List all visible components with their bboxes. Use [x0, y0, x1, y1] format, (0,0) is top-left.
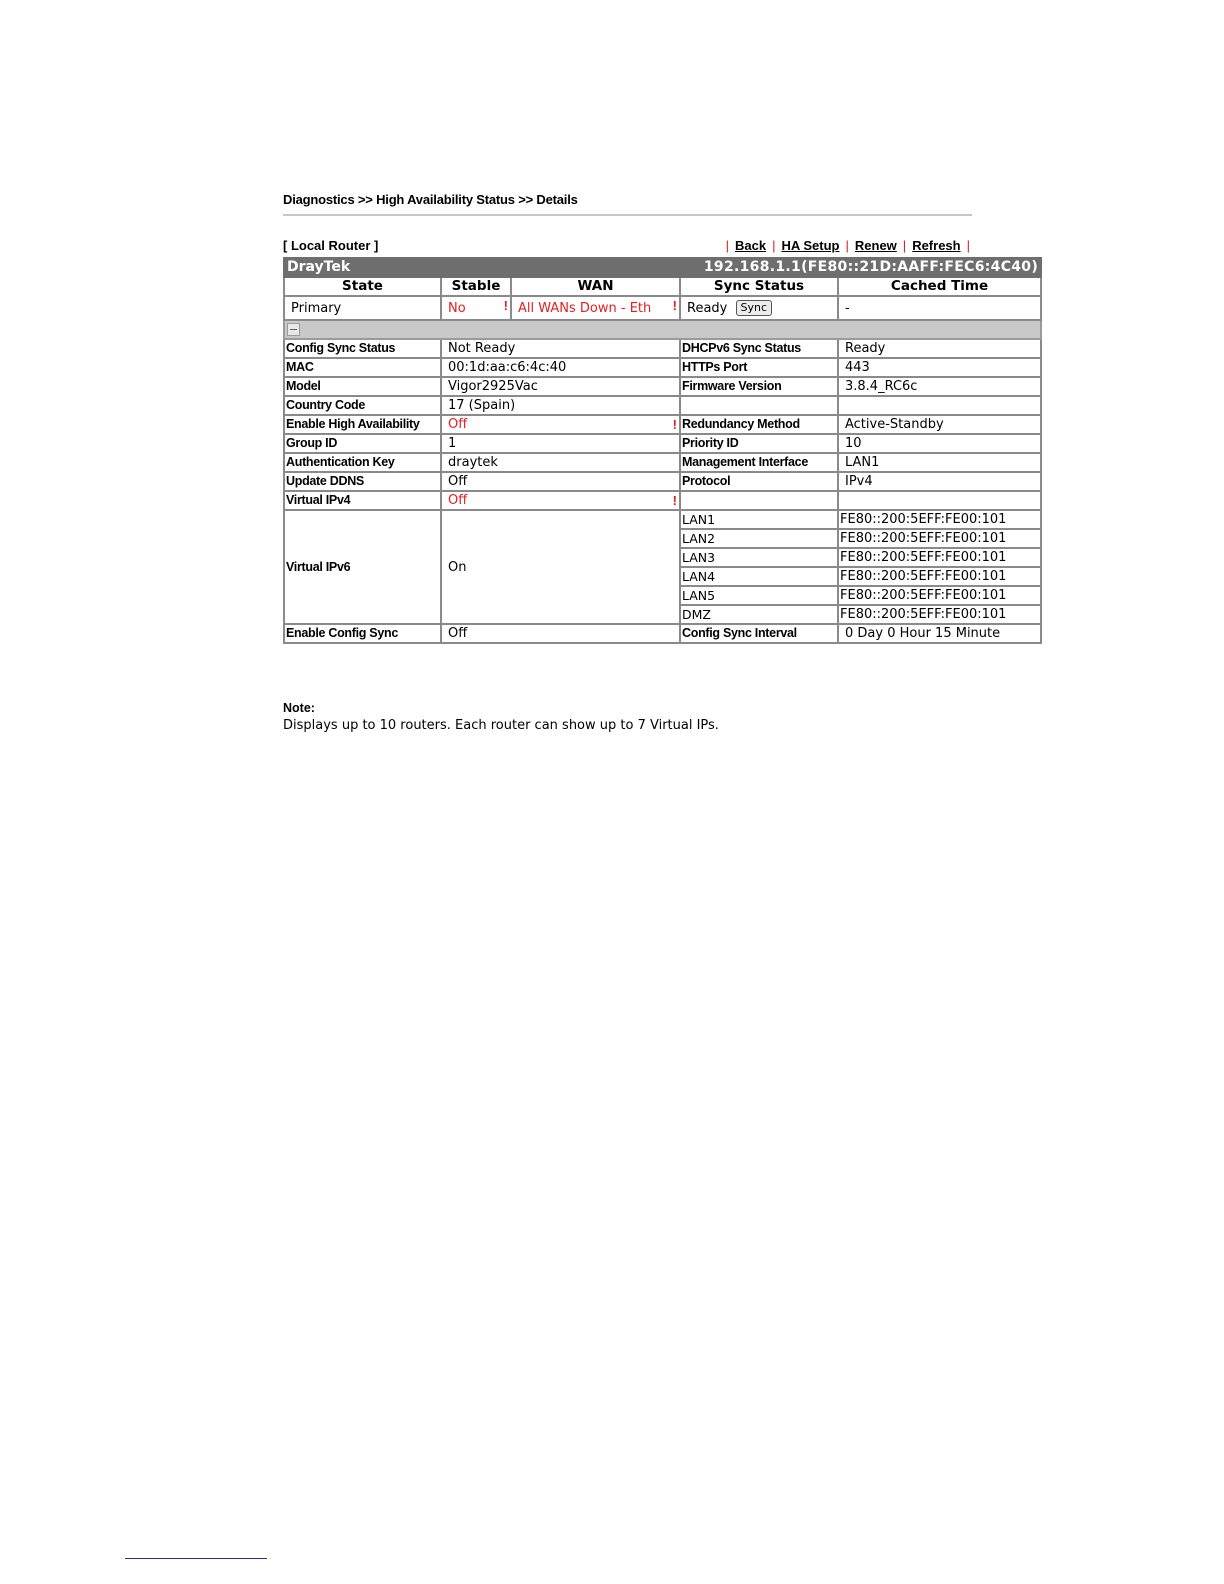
config-sync-status-label: Config Sync Status [284, 339, 441, 358]
ipv6-address: FE80::200:5EFF:FE00:101 [838, 529, 1041, 548]
ipv6-interface: LAN2 [680, 529, 838, 548]
toolbar-links [720, 238, 970, 253]
detail-row [284, 472, 1041, 491]
model-label: Model [284, 377, 441, 396]
details-collapse-bar [284, 320, 1041, 339]
https-port-value: 443 [838, 358, 1041, 377]
col-sync-status: Sync Status [680, 277, 838, 296]
router-header [284, 258, 1041, 277]
collapse-bar-cell [284, 320, 1041, 339]
detail-row [284, 453, 1041, 472]
update-ddns-label: Update DDNS [284, 472, 441, 491]
empty-cell [838, 491, 1041, 510]
mac-value: 00:1d:aa:c6:4c:40 [441, 358, 680, 377]
protocol-label: Protocol [680, 472, 838, 491]
stable-cell [441, 296, 511, 320]
redundancy-method-value: Active-Standby [838, 415, 1041, 434]
virtual-ipv4-value: Off [448, 493, 468, 508]
stable-value: No [448, 300, 466, 316]
dhcpv6-sync-status-label: DHCPv6 Sync Status [680, 339, 838, 358]
detail-row [284, 339, 1041, 358]
detail-row [284, 434, 1041, 453]
model-value: Vigor2925Vac [441, 377, 680, 396]
ipv6-address: FE80::200:5EFF:FE00:101 [838, 567, 1041, 586]
protocol-value: IPv4 [838, 472, 1041, 491]
priority-id-label: Priority ID [680, 434, 838, 453]
wan-cell [511, 296, 680, 320]
col-cached-time: Cached Time [838, 277, 1041, 296]
router-address: 192.168.1.1(FE80::21D:AAFF:FEC6:4C40) [703, 259, 1039, 275]
redundancy-method-label: Redundancy Method [680, 415, 838, 434]
config-sync-interval-value: 0 Day 0 Hour 15 Minute [838, 624, 1041, 643]
ipv6-address: FE80::200:5EFF:FE00:101 [838, 510, 1041, 529]
title-divider [283, 214, 972, 216]
authentication-key-label: Authentication Key [284, 453, 441, 472]
note-title: Note: [283, 701, 315, 715]
empty-cell [838, 396, 1041, 415]
enable-high-availability-cell [441, 415, 680, 434]
col-stable: Stable [441, 277, 511, 296]
ipv6-interface: LAN1 [680, 510, 838, 529]
empty-cell [680, 491, 838, 510]
detail-row [284, 624, 1041, 643]
authentication-key-value: draytek [441, 453, 680, 472]
ipv6-interface: LAN4 [680, 567, 838, 586]
warning-icon: ! [672, 493, 677, 508]
detail-row [284, 358, 1041, 377]
warning-icon: ! [672, 417, 677, 432]
management-interface-value: LAN1 [838, 453, 1041, 472]
ipv6-address: FE80::200:5EFF:FE00:101 [838, 605, 1041, 624]
ha-status-table [283, 257, 1042, 644]
ipv6-interface: DMZ [680, 605, 838, 624]
group-id-label: Group ID [284, 434, 441, 453]
enable-high-availability-label: Enable High Availability [284, 415, 441, 434]
management-interface-label: Management Interface [680, 453, 838, 472]
link-separator: | [845, 238, 849, 253]
note-text: Displays up to 10 routers. Each router can show up to 7 Virtual IPs. [283, 718, 719, 733]
router-header-row [284, 258, 1041, 277]
ipv6-interface: LAN5 [680, 586, 838, 605]
detail-row [284, 415, 1041, 434]
config-sync-status-value: Not Ready [441, 339, 680, 358]
mac-label: MAC [284, 358, 441, 377]
state-value: Primary [284, 296, 441, 320]
warning-icon: ! [672, 298, 677, 313]
detail-row [284, 377, 1041, 396]
footnote-divider [125, 1558, 267, 1559]
group-id-value: 1 [441, 434, 680, 453]
link-separator: | [966, 238, 970, 253]
ha-setup-link[interactable]: HA Setup [781, 238, 840, 253]
link-separator: | [725, 238, 729, 253]
virtual-ipv6-value: On [441, 510, 680, 624]
toolbar [283, 238, 972, 256]
router-name: DrayTek [287, 259, 351, 275]
firmware-version-label: Firmware Version [680, 377, 838, 396]
renew-link[interactable]: Renew [854, 238, 897, 253]
cached-time-value: - [838, 296, 1041, 320]
enable-config-sync-value: Off [441, 624, 680, 643]
collapse-minus-icon[interactable] [287, 323, 300, 336]
link-separator: | [772, 238, 776, 253]
col-wan: WAN [511, 277, 680, 296]
virtual-ipv6-row [284, 510, 1041, 529]
sync-status-value: Ready [687, 300, 728, 316]
back-link[interactable]: Back [735, 238, 767, 253]
column-header-row [284, 277, 1041, 296]
config-sync-interval-label: Config Sync Interval [680, 624, 838, 643]
empty-cell [680, 396, 838, 415]
sync-status-cell [680, 296, 838, 320]
virtual-ipv6-label: Virtual IPv6 [284, 510, 441, 624]
virtual-ipv4-cell [441, 491, 680, 510]
ipv6-interface: LAN3 [680, 548, 838, 567]
ipv6-address: FE80::200:5EFF:FE00:101 [838, 586, 1041, 605]
page-title: Diagnostics >> High Availability Status >> Details [283, 192, 578, 207]
dhcpv6-sync-status-value: Ready [838, 339, 1041, 358]
enable-config-sync-label: Enable Config Sync [284, 624, 441, 643]
primary-router-row [284, 296, 1041, 320]
virtual-ipv4-label: Virtual IPv4 [284, 491, 441, 510]
update-ddns-value: Off [441, 472, 680, 491]
detail-row [284, 491, 1041, 510]
priority-id-value: 10 [838, 434, 1041, 453]
enable-high-availability-value: Off [448, 417, 468, 432]
link-separator: | [902, 238, 907, 253]
warning-icon: ! [503, 298, 508, 313]
country-code-label: Country Code [284, 396, 441, 415]
wan-value: All WANs Down - Eth [518, 300, 652, 316]
detail-row [284, 396, 1041, 415]
ipv6-address: FE80::200:5EFF:FE00:101 [838, 548, 1041, 567]
https-port-label: HTTPs Port [680, 358, 838, 377]
refresh-link[interactable]: Refresh [912, 238, 961, 253]
local-router-label: [ Local Router ] [283, 238, 379, 253]
firmware-version-value: 3.8.4_RC6c [838, 377, 1041, 396]
col-state: State [284, 277, 441, 296]
sync-button[interactable]: Sync [736, 300, 773, 316]
country-code-value: 17 (Spain) [441, 396, 680, 415]
